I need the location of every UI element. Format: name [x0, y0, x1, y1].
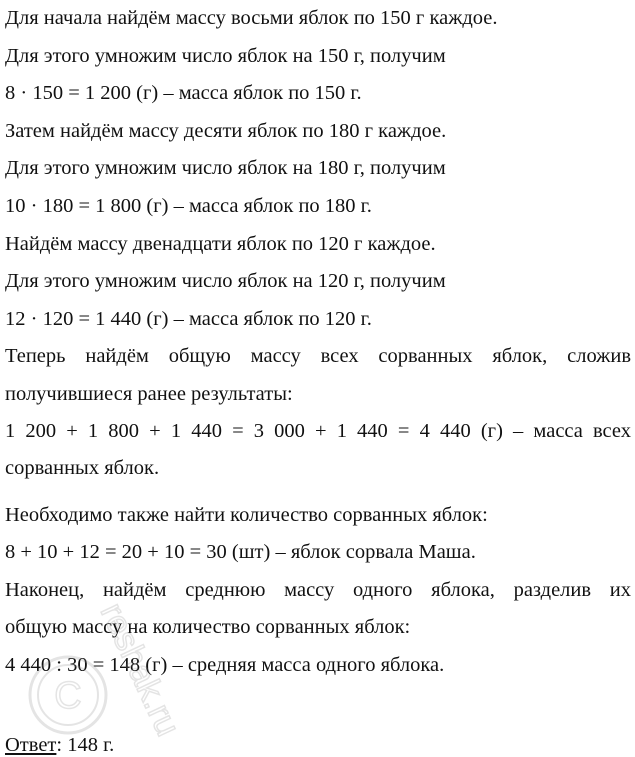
- text-line: Теперь найдём общую массу всех сорванных яблок, сложив: [5, 345, 631, 367]
- equation-line: 8 · 150 = 1 200 (г) – масса яблок по 150 г.: [5, 82, 362, 104]
- text-line: Затем найдём массу десяти яблок по 180 г каждое.: [5, 120, 447, 142]
- text-line: Для этого умножим число яблок на 120 г, получим: [5, 270, 446, 292]
- equation-line: 8 + 10 + 12 = 20 + 10 = 30 (шт) – яблок сорвала Маша.: [5, 541, 476, 563]
- text-line: Наконец, найдём среднюю массу одного яблока, разделив их: [5, 579, 631, 601]
- text-line: Для начала найдём массу восьми яблок по 150 г каждое.: [5, 7, 498, 29]
- answer-label: Ответ: [5, 734, 57, 756]
- answer-line: [5, 733, 114, 757]
- equation-line: 10 · 180 = 1 800 (г) – масса яблок по 180 г.: [5, 195, 372, 217]
- text-line: получившиеся ранее результаты:: [5, 383, 293, 405]
- svg-text:reshak.ru: reshak.ru: [92, 597, 188, 742]
- equation-line: 12 · 120 = 1 440 (г) – масса яблок по 120 г.: [5, 308, 372, 330]
- text-line: Найдём массу двенадцати яблок по 120 г каждое.: [5, 233, 436, 255]
- text-line: Для этого умножим число яблок на 150 г, получим: [5, 45, 446, 67]
- equation-line: 1 200 + 1 800 + 1 440 = 3 000 + 1 440 = 4 440 (г) – масса всех: [5, 420, 631, 442]
- text-line: общую массу на количество сорванных яблок:: [5, 616, 411, 638]
- text-line: Необходимо также найти количество сорванных яблок:: [5, 504, 488, 526]
- text-line: сорванных яблок.: [5, 457, 160, 479]
- text-line: Для этого умножим число яблок на 180 г, получим: [5, 157, 446, 179]
- svg-text:C: C: [54, 675, 82, 717]
- answer-value: : 148 г.: [56, 734, 115, 756]
- equation-line: 4 440 : 30 = 148 (г) – средняя масса одного яблока.: [5, 654, 445, 676]
